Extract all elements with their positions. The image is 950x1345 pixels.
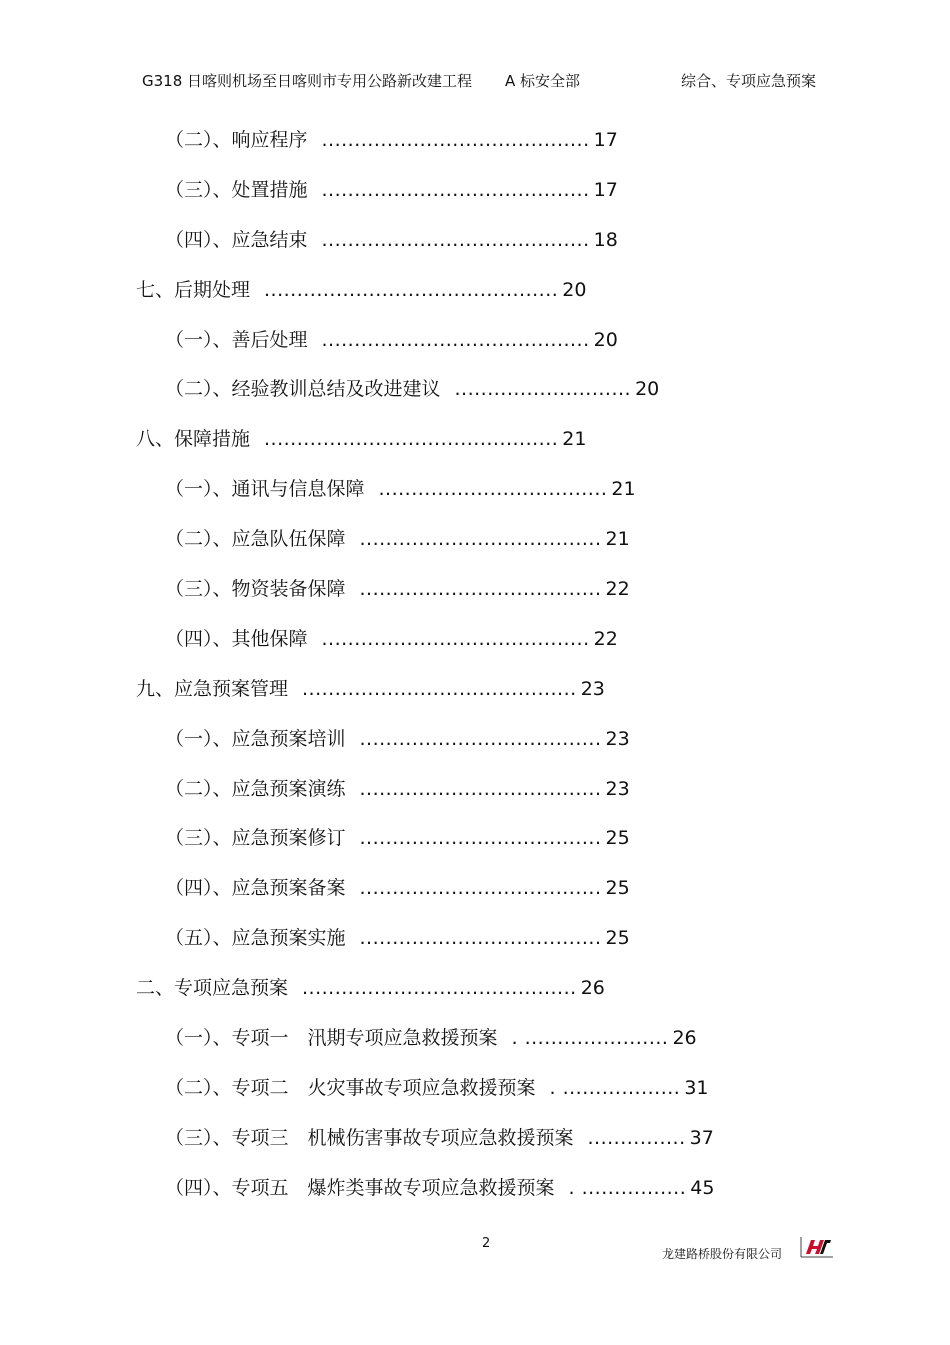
toc-entry[interactable] xyxy=(0,623,950,673)
toc-page-number: 23 xyxy=(605,777,630,800)
toc-entry[interactable] xyxy=(0,972,950,1022)
toc-dot-leader: ..................................... xyxy=(359,777,602,800)
toc-entry[interactable] xyxy=(0,174,950,224)
toc-page-number: 31 xyxy=(684,1076,709,1099)
table-of-contents xyxy=(0,124,950,1222)
toc-entry[interactable] xyxy=(0,773,950,823)
toc-dot-leader: ............................................. xyxy=(264,428,559,451)
toc-page-number: 17 xyxy=(593,178,618,201)
toc-entry-title: （四）、其他保障 xyxy=(165,627,308,650)
toc-page-number: 21 xyxy=(605,528,630,551)
toc-entry-title: （四）、专项五 爆炸类事故专项应急救援预案 xyxy=(165,1176,555,1199)
toc-dot-leader: ..................................... xyxy=(359,727,602,750)
toc-page-number: 25 xyxy=(605,927,630,950)
toc-entry-title: （三）、物资装备保障 xyxy=(165,578,346,601)
page-number: 2 xyxy=(482,1236,491,1251)
toc-entry[interactable] xyxy=(0,373,950,423)
company-name: 龙建路桥股份有限公司 xyxy=(662,1247,783,1261)
toc-dot-leader: ................................... xyxy=(378,478,608,501)
toc-dot-leader: ..................................... xyxy=(359,827,602,850)
toc-page-number: 45 xyxy=(690,1176,715,1199)
toc-entry-title: （一）、通讯与信息保障 xyxy=(165,478,365,501)
toc-entry[interactable] xyxy=(0,124,950,174)
toc-dot-leader: .......................................... xyxy=(302,977,577,1000)
header-project-title: G318 日喀则机场至日喀则市专用公路新改建工程 xyxy=(142,72,473,90)
toc-entry-title: （三）、处置措施 xyxy=(165,178,308,201)
toc-entry-title: （二）、经验教训总结及改进建议 xyxy=(165,378,441,401)
toc-dot-leader: .......................................... xyxy=(302,677,577,700)
toc-dot-leader: ..................................... xyxy=(359,528,602,551)
toc-dot-leader: . .................. xyxy=(549,1076,681,1099)
toc-dot-leader: ......................................... xyxy=(321,328,590,351)
toc-entry[interactable] xyxy=(0,423,950,473)
toc-entry[interactable] xyxy=(0,922,950,972)
toc-entry[interactable] xyxy=(0,1022,950,1072)
toc-dot-leader: . ................ xyxy=(568,1176,687,1199)
header-department: A 标安全部 xyxy=(505,72,581,90)
toc-dot-leader: ..................................... xyxy=(359,877,602,900)
toc-page-number: 23 xyxy=(605,727,630,750)
toc-entry[interactable] xyxy=(0,324,950,374)
toc-page-number: 26 xyxy=(672,1027,697,1050)
header-document-title: 综合、专项应急预案 xyxy=(681,72,817,90)
toc-entry[interactable] xyxy=(0,872,950,922)
page-header xyxy=(0,70,950,94)
toc-page-number: 22 xyxy=(605,578,630,601)
toc-page-number: 22 xyxy=(593,627,618,650)
toc-dot-leader: ..................................... xyxy=(359,578,602,601)
toc-entry-title: 七、后期处理 xyxy=(136,278,251,301)
toc-entry-title: （二）、应急预案演练 xyxy=(165,777,346,800)
toc-entry-title: （三）、应急预案修订 xyxy=(165,827,346,850)
toc-dot-leader: ......................................... xyxy=(321,627,590,650)
toc-entry-title: （一）、专项一 汛期专项应急救援预案 xyxy=(165,1027,498,1050)
toc-entry[interactable] xyxy=(0,1172,950,1222)
toc-page-number: 20 xyxy=(562,278,587,301)
toc-entry-title: （一）、善后处理 xyxy=(165,328,308,351)
toc-page-number: 37 xyxy=(689,1126,714,1149)
toc-entry[interactable] xyxy=(0,1122,950,1172)
toc-entry[interactable] xyxy=(0,1072,950,1122)
toc-page-number: 18 xyxy=(593,228,618,251)
toc-entry-title: （二）、应急队伍保障 xyxy=(165,528,346,551)
toc-page-number: 23 xyxy=(580,677,605,700)
toc-dot-leader: ......................................... xyxy=(321,228,590,251)
toc-page-number: 26 xyxy=(580,977,605,1000)
toc-entry-title: （四）、应急预案备案 xyxy=(165,877,346,900)
toc-page-number: 25 xyxy=(605,827,630,850)
toc-entry[interactable] xyxy=(0,473,950,523)
toc-page-number: 17 xyxy=(593,129,618,151)
toc-page-number: 25 xyxy=(605,877,630,900)
toc-entry-title: 八、保障措施 xyxy=(136,428,251,451)
toc-entry[interactable] xyxy=(0,224,950,274)
toc-page-number: 21 xyxy=(611,478,636,501)
toc-dot-leader: ......................................... xyxy=(321,178,590,201)
toc-page-number: 20 xyxy=(593,328,618,351)
toc-entry-title: 二、专项应急预案 xyxy=(136,977,289,1000)
toc-entry-title: （五）、应急预案实施 xyxy=(165,927,346,950)
toc-entry-title: （二）、响应程序 xyxy=(165,129,308,151)
toc-entry-title: （三）、专项三 机械伤害事故专项应急救援预案 xyxy=(165,1126,574,1149)
toc-dot-leader: ............... xyxy=(587,1126,686,1149)
toc-entry[interactable] xyxy=(0,822,950,872)
toc-dot-leader: . ...................... xyxy=(511,1027,669,1050)
toc-page-number: 21 xyxy=(562,428,587,451)
toc-dot-leader: ......................................... xyxy=(321,129,590,151)
toc-entry[interactable] xyxy=(0,723,950,773)
toc-entry-title: 九、应急预案管理 xyxy=(136,677,289,700)
toc-dot-leader: ............................................. xyxy=(264,278,559,301)
toc-dot-leader: ........................... xyxy=(454,378,632,401)
company-logo-icon xyxy=(800,1236,834,1258)
toc-entry[interactable] xyxy=(0,673,950,723)
toc-entry-title: （二）、专项二 火灾事故专项应急救援预案 xyxy=(165,1076,536,1099)
toc-entry[interactable] xyxy=(0,274,950,324)
toc-page-number: 20 xyxy=(635,378,660,401)
toc-entry[interactable] xyxy=(0,523,950,573)
toc-entry[interactable] xyxy=(0,573,950,623)
toc-entry-title: （一）、应急预案培训 xyxy=(165,727,346,750)
toc-dot-leader: ..................................... xyxy=(359,927,602,950)
toc-entry-title: （四）、应急结束 xyxy=(165,228,308,251)
